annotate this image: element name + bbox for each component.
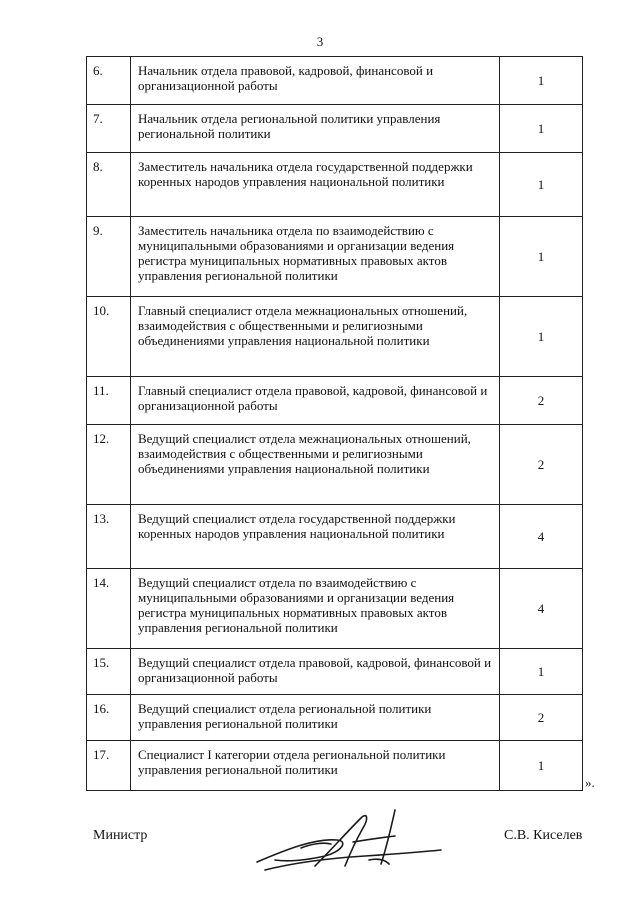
- signer-name: С.В. Киселев: [504, 828, 583, 843]
- position-count: 1: [500, 105, 583, 153]
- table-row: [87, 425, 583, 505]
- position-count: 2: [500, 377, 583, 425]
- position-count: 4: [500, 505, 583, 569]
- table-row: [87, 741, 583, 791]
- position-count: 1: [500, 297, 583, 377]
- row-number: 17.: [87, 741, 131, 791]
- position-count: 1: [500, 57, 583, 105]
- position-title: Ведущий специалист отдела правовой, кадровой, финансовой и организационной работы: [131, 649, 500, 695]
- position-title: Специалист I категории отдела региональной политики управления региональной политики: [131, 741, 500, 791]
- position-title: Начальник отдела правовой, кадровой, финансовой и организационной работы: [131, 57, 500, 105]
- position-title: Ведущий специалист отдела по взаимодействию с муниципальными образованиями и организации ведения регистра муниципальных нормативных правовых актов управления региональной политики: [131, 569, 500, 649]
- row-number: 12.: [87, 425, 131, 505]
- position-count: 1: [500, 217, 583, 297]
- position-count: 1: [500, 649, 583, 695]
- position-title: Заместитель начальника отдела государственной поддержки коренных народов управления национальной политики: [131, 153, 500, 217]
- position-title: Ведущий специалист отдела межнациональных отношений, взаимодействия с общественными и религиозными объединениями управления национальной политики: [131, 425, 500, 505]
- table-row: [87, 297, 583, 377]
- table-row: [87, 569, 583, 649]
- position-title: Начальник отдела региональной политики управления региональной политики: [131, 105, 500, 153]
- row-number: 14.: [87, 569, 131, 649]
- row-number: 9.: [87, 217, 131, 297]
- table-row: [87, 217, 583, 297]
- row-number: 15.: [87, 649, 131, 695]
- row-number: 8.: [87, 153, 131, 217]
- table-row: [87, 695, 583, 741]
- table-row: [87, 105, 583, 153]
- closing-quote: ».: [585, 775, 595, 790]
- position-count: 4: [500, 569, 583, 649]
- row-number: 10.: [87, 297, 131, 377]
- position-count: 1: [500, 153, 583, 217]
- position-title: Главный специалист отдела правовой, кадровой, финансовой и организационной работы: [131, 377, 500, 425]
- position-count: 1: [500, 741, 583, 791]
- position-title: Главный специалист отдела межнациональных отношений, взаимодействия с общественными и религиозными объединениями управления национальной политики: [131, 297, 500, 377]
- position-title: Ведущий специалист отдела государственной поддержки коренных народов управления национальной политики: [131, 505, 500, 569]
- staff-positions-table: [86, 56, 583, 791]
- signer-position-label: Министр: [93, 828, 148, 843]
- row-number: 7.: [87, 105, 131, 153]
- row-number: 13.: [87, 505, 131, 569]
- table-row: [87, 649, 583, 695]
- position-count: 2: [500, 425, 583, 505]
- position-title: Ведущий специалист отдела региональной политики управления региональной политики: [131, 695, 500, 741]
- table-row: [87, 57, 583, 105]
- table-row: [87, 153, 583, 217]
- row-number: 11.: [87, 377, 131, 425]
- table-row: [87, 377, 583, 425]
- page-number: 3: [316, 34, 324, 49]
- row-number: 6.: [87, 57, 131, 105]
- position-count: 2: [500, 695, 583, 741]
- table-row: [87, 505, 583, 569]
- position-title: Заместитель начальника отдела по взаимодействию с муниципальными образованиями и организации ведения регистра муниципальных нормативных правовых актов управления региональной политики: [131, 217, 500, 297]
- handwritten-signature: [245, 800, 445, 880]
- row-number: 16.: [87, 695, 131, 741]
